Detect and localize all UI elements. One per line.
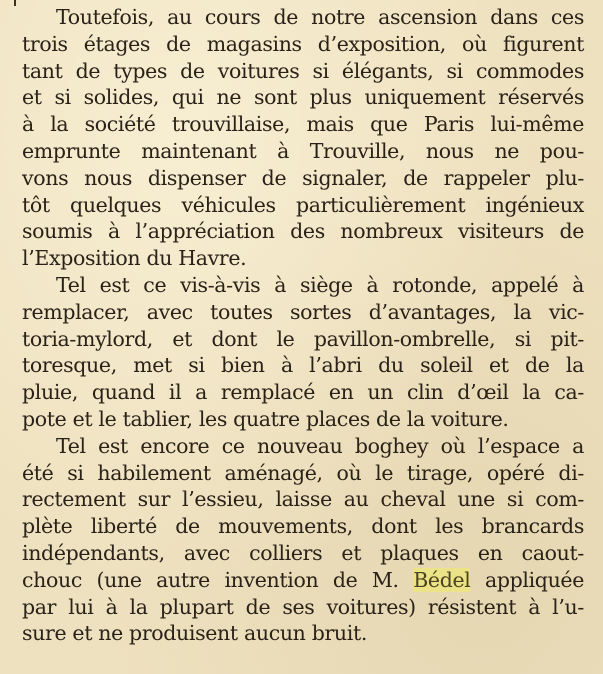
text-line: pote et le tablier, les quatre places de la voiture. [22, 406, 509, 431]
highlighted-name: Bédel [413, 567, 471, 592]
text-line: été si habilement aménagé, où le tirage, opéré di- [22, 460, 584, 485]
text-line: plète liberté de mouvements, dont les brancards [22, 514, 584, 539]
text-line: toresque, met si bien à l’abri du soleil et de la [22, 353, 584, 378]
text-line: rectement sur l’essieu, laisse au cheval une si com- [22, 487, 584, 512]
text-line: vons nous dispenser de signaler, de rappeler plu- [22, 165, 584, 190]
text-line: remplacer, avec toutes sortes d’avantages, la vic- [22, 299, 584, 324]
text-line-with-highlight [22, 567, 584, 594]
text-line: et si solides, qui ne sont plus uniquement réservés [22, 85, 584, 110]
text-line: à la société trouvillaise, mais que Paris lui-même [22, 112, 584, 137]
text-line: toria-mylord, et dont le pavillon-ombrelle, si pit- [22, 326, 584, 351]
text-segment: chouc (une autre invention de M. [22, 567, 414, 592]
text-line: Tel est ce vis-à-vis à siège à rotonde, appelé à [56, 272, 584, 297]
text-line: par lui à la plupart de ses voitures) résistent à l’u- [22, 594, 584, 619]
text-line: Tel est encore ce nouveau boghey où l’espace a [56, 433, 584, 458]
paragraph-2 [22, 272, 584, 433]
paragraph-3 [22, 433, 584, 647]
text-line: l’Exposition du Havre. [22, 246, 247, 271]
paragraph-1 [22, 4, 584, 272]
text-line: tant de types de voitures si élégants, si commodes [22, 58, 584, 83]
text-line: sure et ne produisent aucun bruit. [22, 621, 368, 646]
text-line: pluie, quand il a remplacé en un clin d’œil la ca- [22, 380, 584, 405]
text-line: soumis à l’appréciation des nombreux visiteurs de [22, 219, 584, 244]
text-line: Toutefois, au cours de notre ascension dans ces [56, 5, 584, 29]
text-line: emprunte maintenant à Trouville, nous ne pou- [22, 138, 584, 163]
text-line: trois étages de magasins d’exposition, où figurent [22, 31, 584, 56]
article-text [22, 4, 584, 647]
text-line: indépendants, avec colliers et plaques en caout- [22, 540, 584, 565]
text-line: tôt quelques véhicules particulièrement ingénieux [22, 192, 584, 217]
text-segment: appliquée [470, 567, 584, 592]
column-edge-mark [14, 0, 16, 6]
